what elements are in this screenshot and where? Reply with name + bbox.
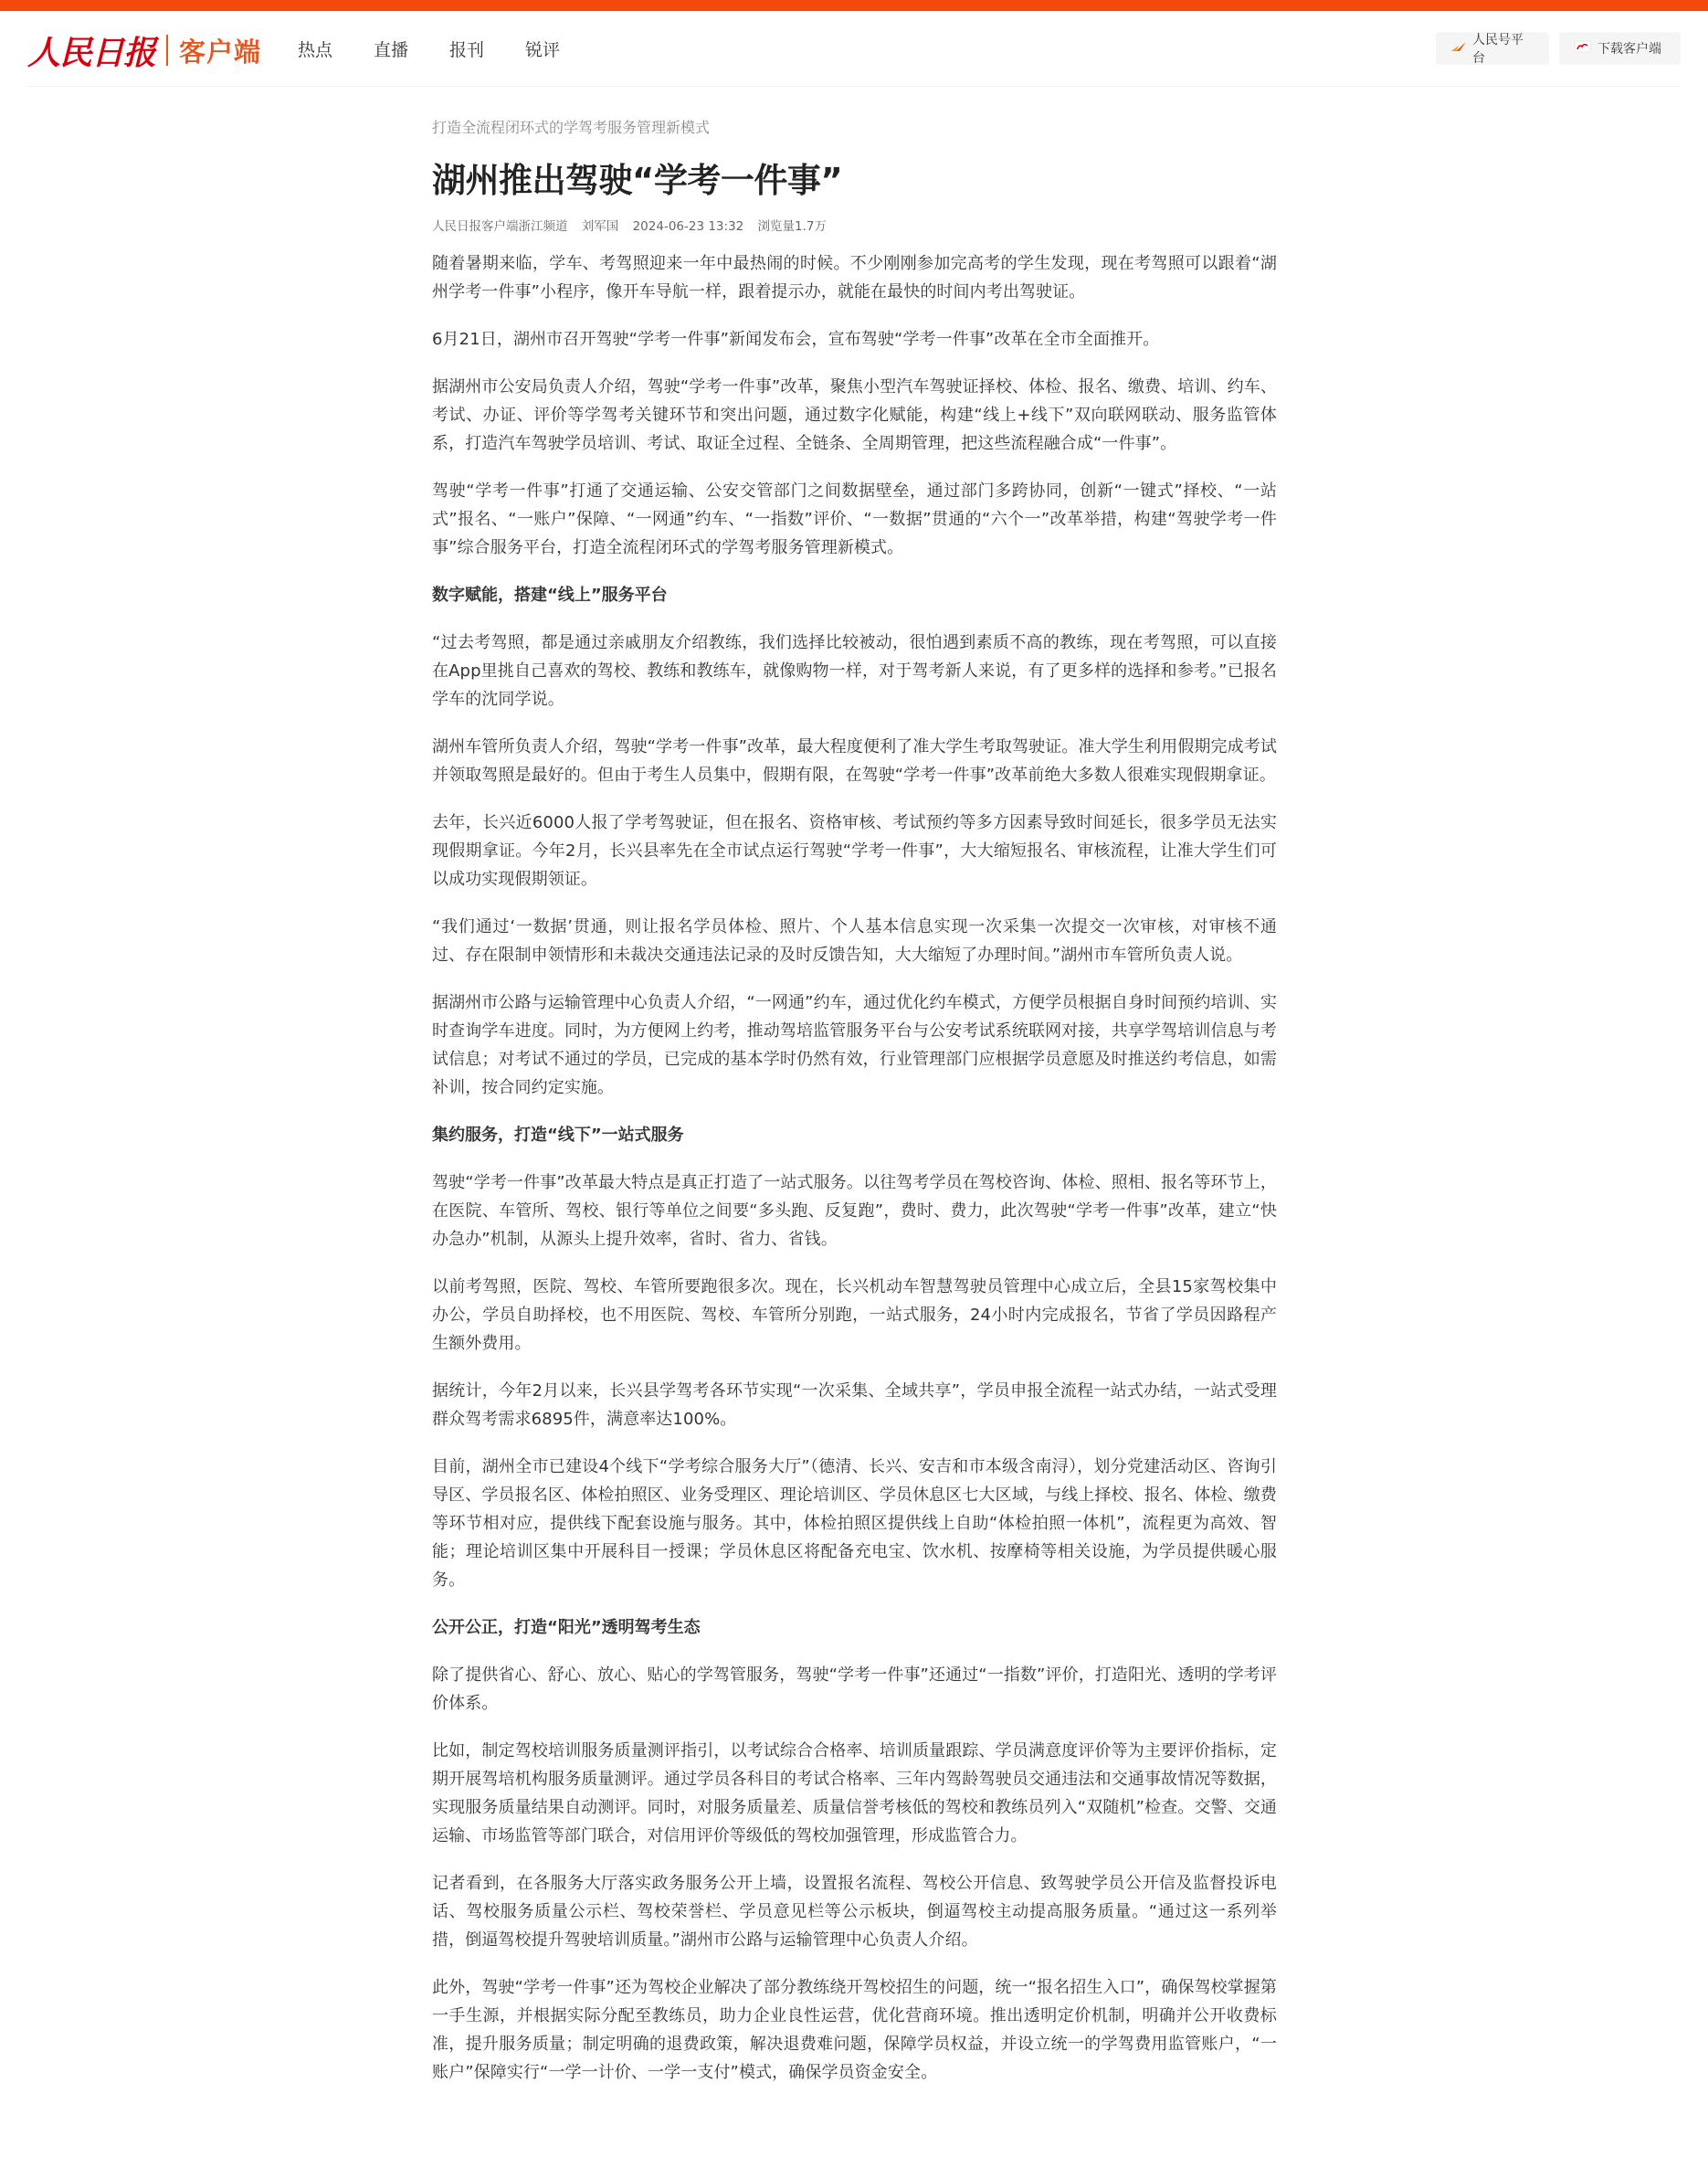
article-paragraph: 6月21日，湖州市召开驾驶“学考一件事”新闻发布会，宣布驾驶“学考一件事”改革在全市全面推开。 [432, 330, 1160, 349]
article-paragraph: 去年，长兴近6000人报了学考驾驶证，但在报名、资格审核、考试预约等多方因素导致时间延长，很多学员无法实现假期拿证。今年2月，长兴县率先在全市试点运行驾驶“学考一件事”，大大缩短报名、审核流程，让准大学生们可以成功实现假期领证。 [432, 813, 1277, 889]
article-paragraph: 比如，制定驾校培训服务质量测评指引，以考试综合合格率、培训质量跟踪、学员满意度评价等为主要评价指标，定期开展驾培机构服务质量测评。通过学员各科目的考试合格率、三年内驾龄驾驶员交通违法和交通事故情况等数据，实现服务质量结果自动测评。同时，对服务质量差、质量信誉考核低的驾校和教练员列入“双随机”检查。交警、交通运输、市场监管等部门联合，对信用评价等级低的驾校加强管理，形成监管合力。 [432, 1741, 1277, 1845]
platform-button-label: 人民号平台 [1472, 33, 1523, 66]
article-title: 湖州推出驾驶“学考一件事” [432, 161, 843, 200]
article-paragraph: “过去考驾照，都是通过亲戚朋友介绍教练，我们选择比较被动，很怕遇到素质不高的教练，现在考驾照，可以直接在App里挑自己喜欢的驾校、教练和教练车，就像购物一样，对于驾考新人来说，有了更多样的选择和参考。”已报名学车的沈同学说。 [432, 633, 1277, 709]
article-author: 刘军国 [581, 219, 619, 234]
article-paragraph: “我们通过‘一数据’贯通，则让报名学员体检、照片、个人基本信息实现一次采集一次提交一次审核，对审核不通过、存在限制申领情形和未裁决交通违法记录的及时反馈告知，大大缩短了办理时间。”湖州市车管所负责人说。 [432, 917, 1277, 965]
article-paragraph: 据湖州市公安局负责人介绍，驾驶“学考一件事”改革，聚焦小型汽车驾驶证择校、体检、报名、缴费、培训、约车、 考试、办证、评价等学驾考关键环节和突出问题，通过数字化赋能，构建“线上+线下”双向联网联动、服务监管体系，打造汽车驾驶学员培训、考试、取证全过程、全链条、全周期管理，把这些流程融合成“一件事”。 [432, 377, 1277, 453]
article-paragraph: 据统计，今年2月以来，长兴县学驾考各环节实现“一次采集、全域共享”，学员申报全流程一站式办结，一站式受理群众驾考需求6895件，满意率达100%。 [432, 1381, 1277, 1429]
app-logo-icon [1574, 39, 1592, 58]
section-heading: 集约服务，打造“线下”一站式服务 [432, 1126, 684, 1145]
article-source[interactable]: 人民日报客户端浙江频道 [432, 219, 568, 234]
article [432, 115, 1277, 2106]
logo-divider [166, 35, 168, 66]
article-paragraph: 驾驶“学考一件事”改革最大特点是真正打造了一站式服务。以往驾考学员在驾校咨询、体检、照相、报名等环节上，在医院、车管所、驾校、银行等单位之间要“多头跑、反复跑”，费时、费力，此次驾驶“学考一件事”改革，建立“快办急办”机制，从源头上提升效率，省时、省力、省钱。 [432, 1173, 1277, 1249]
section-heading: 公开公正，打造“阳光”透明驾考生态 [432, 1618, 701, 1637]
section-heading: 数字赋能，搭建“线上”服务平台 [432, 586, 668, 605]
article-paragraph: 此外，驾驶“学考一件事”还为驾校企业解决了部分教练绕开驾校招生的问题，统一“报名招生入口”，确保驾校掌握第一手生源，并根据实际分配至教练员，助力企业良性运营，优化营商环境。推出透明定价机制，明确并公开收费标准，提升服务质量；制定明确的退费政策，解决退费难问题，保障学员权益，并设立统一的学驾费用监管账户，“一账户”保障实行“一学一计价、一学一支付”模式，确保学员资金安全。 [432, 1978, 1277, 2082]
top-accent-bar [0, 0, 1708, 11]
article-views: 浏览量1.7万 [757, 219, 828, 234]
article-meta [432, 216, 1277, 238]
main-nav [298, 37, 601, 63]
download-button-label: 下载客户端 [1597, 42, 1661, 57]
article-kicker: 打造全流程闭环式的学驾考服务管理新模式 [432, 119, 711, 136]
article-paragraph: 目前，湖州全市已建设4个线下“学考综合服务大厅”（德清、长兴、安吉和市本级含南浔），划分党建活动区、咨询引导区、学员报名区、体检拍照区、业务受理区、理论培训区、学员休息区七大区域，与线上择校、报名、体检、缴费等环节相对应，提供线下配套设施与服务。其中，体检拍照区提供线上自助“体检拍照一体机”，流程更为高效、智能；理论培训区集中开展科目一授课；学员休息区将配备充电宝、饮水机、按摩椅等相关设施，为学员提供暖心服务。 [432, 1457, 1277, 1590]
article-body [432, 249, 1277, 2087]
site-logo[interactable] [27, 31, 262, 72]
download-app-button[interactable] [1559, 32, 1681, 65]
nav-item-live[interactable]: 直播 [374, 40, 409, 60]
logo-sub-text: 客户端 [179, 36, 262, 68]
article-paragraph: 以前考驾照，医院、驾校、车管所要跑很多次。现在，长兴机动车智慧驾驶员管理中心成立后，全县15家驾校集中办公，学员自助择校，也不用医院、驾校、车管所分别跑，一站式服务，24小时内完成报名，节省了学员因路程产生额外费用。 [432, 1277, 1277, 1353]
article-paragraph: 驾驶“学考一件事”打通了交通运输、公安交管部门之间数据壁垒，通过部门多跨协同，创新“一键式”择校、“一站式”报名、“一账户”保障、“一网通”约车、“一指数”评价、“一数据”贯通的“六个一”改革举措，构建“驾驶学考一件事”综合服务平台，打造全流程闭环式的学驾考服务管理新模式。 [432, 481, 1277, 557]
logo-main-text: 人民日报 [27, 33, 156, 72]
nav-item-commentary[interactable]: 锐评 [525, 40, 561, 60]
article-paragraph: 随着暑期来临，学车、考驾照迎来一年中最热闹的时候。不少刚刚参加完高考的学生发现，现在考驾照可以跟着“湖州学考一件事”小程序，像开车导航一样，跟着提示办，就能在最快的时间内考出驾驶证。 [432, 254, 1277, 301]
site-header [27, 11, 1681, 87]
article-paragraph: 湖州车管所负责人介绍，驾驶“学考一件事”改革，最大程度便利了准大学生考取驾驶证。准大学生利用假期完成考试并领取驾照是最好的。但由于考生人员集中，假期有限，在驾驶“学考一件事”改革前绝大多数人很难实现假期拿证。 [432, 737, 1277, 785]
platform-logo-icon [1450, 40, 1467, 57]
platform-button[interactable] [1436, 32, 1549, 65]
nav-item-hot[interactable]: 热点 [298, 40, 333, 60]
article-paragraph: 据湖州市公路与运输管理中心负责人介绍，“一网通”约车，通过优化约车模式，方便学员根据自身时间预约培训、实时查询学车进度。同时，为方便网上约考，推动驾培监管服务平台与公安考试系统联网对接，共享学驾培训信息与考试信息；对考试不通过的学员，已完成的基本学时仍然有效，行业管理部门应根据学员意愿及时推送约考信息，如需补训，按合同约定实施。 [432, 993, 1277, 1097]
article-paragraph: 除了提供省心、舒心、放心、贴心的学驾管服务，驾驶“学考一件事”还通过“一指数”评价，打造阳光、透明的学考评价体系。 [432, 1665, 1277, 1713]
article-time: 2024-06-23 13:32 [632, 219, 744, 234]
nav-item-newspaper[interactable]: 报刊 [449, 40, 485, 60]
article-paragraph: 记者看到，在各服务大厅落实政务服务公开上墙，设置报名流程、驾校公开信息、致驾驶学员公开信及监督投诉电话、驾校服务质量公示栏、驾校荣誉栏、学员意见栏等公示板块，倒逼驾校主动提高服务质量。“通过这一系列举措，倒逼驾校提升驾驶培训质量。”湖州市公路与运输管理中心负责人介绍。 [432, 1874, 1277, 1950]
